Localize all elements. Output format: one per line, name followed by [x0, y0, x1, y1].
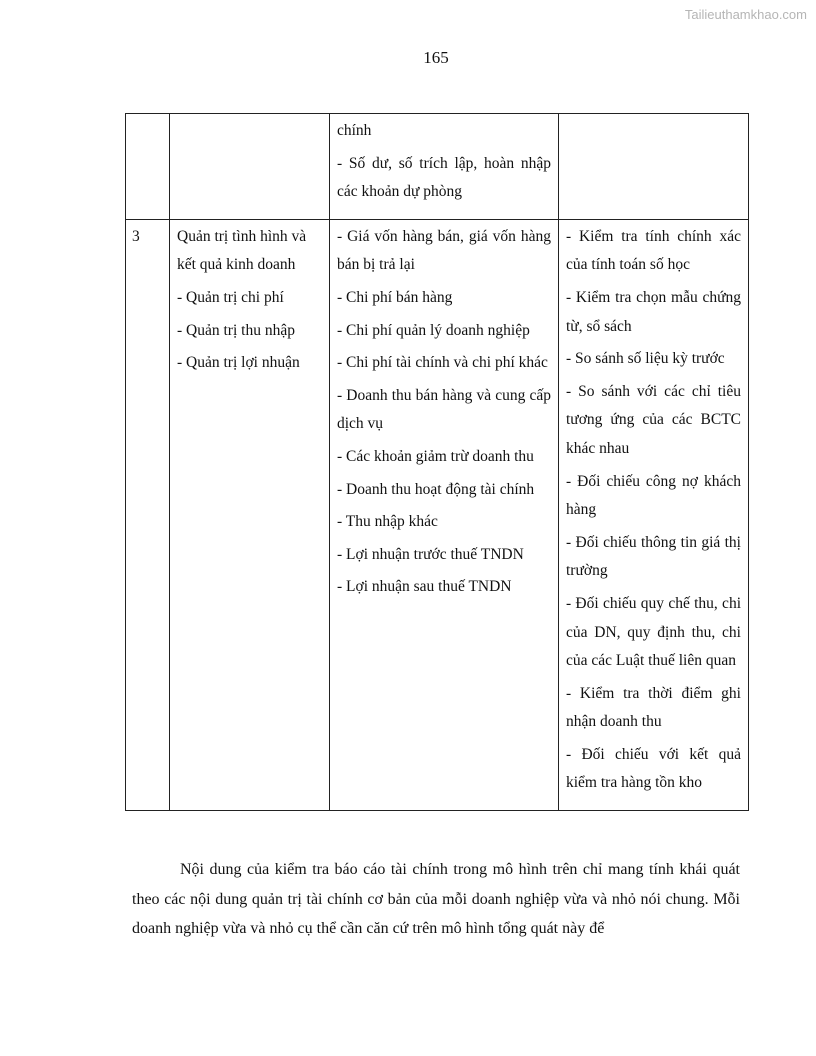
watermark: Tailieuthamkhao.com: [684, 7, 807, 22]
cell-report-items: [330, 219, 559, 810]
cell-report-items: [330, 114, 559, 220]
list-item: - Kiểm tra chọn mẫu chứng từ, sổ sách: [566, 288, 741, 335]
list-item: - Kiểm tra thời điểm ghi nhận doanh thu: [566, 684, 741, 731]
list-item: - Giá vốn hàng bán, giá vốn hàng bán bị trả lại: [337, 227, 551, 274]
list-item: - So sánh với các chỉ tiêu tương ứng của các BCTC khác nhau: [566, 382, 741, 457]
list-item: - So sánh số liệu kỳ trước: [566, 350, 725, 368]
cell-management-area: [170, 219, 330, 810]
list-item: Quản trị tình hình và kết quả kinh doanh: [177, 227, 307, 274]
list-item: - Chi phí tài chính và chi phí khác: [337, 354, 548, 372]
list-item: - Doanh thu hoạt động tài chính: [337, 480, 535, 498]
list-item: - Quản trị chi phí: [177, 288, 284, 306]
list-item: - Đối chiếu quy chế thu, chi của DN, quy định thu, chi của các Luật thuế liên quan: [566, 594, 741, 670]
list-item: - Lợi nhuận trước thuế TNDN: [337, 545, 524, 563]
list-item: - Đối chiếu công nợ khách hàng: [566, 472, 741, 519]
list-item: - Thu nhập khác: [337, 513, 438, 531]
list-item: - Lợi nhuận sau thuế TNDN: [337, 578, 512, 596]
page-number: 165: [423, 48, 449, 67]
list-item: - Quản trị lợi nhuận: [177, 354, 300, 372]
list-item: - Đối chiếu thông tin giá thị trường: [566, 533, 741, 580]
table-row: [126, 219, 749, 810]
list-item: - Chi phí quản lý doanh nghiệp: [337, 321, 530, 339]
list-item: - Kiểm tra tính chính xác của tính toán số học: [566, 227, 741, 274]
cell-management-area: [170, 114, 330, 220]
cell-number: [126, 219, 170, 810]
list-item: chính: [337, 122, 372, 139]
list-item: - Các khoản giảm trừ doanh thu: [337, 447, 534, 465]
list-item: - Đối chiếu với kết quả kiểm tra hàng tồn kho: [566, 745, 741, 792]
list-item: - Số dư, số trích lập, hoàn nhập các khoản dự phòng: [337, 154, 551, 201]
cell-procedures: [559, 114, 749, 220]
cell-procedures: [559, 219, 749, 810]
list-item: - Doanh thu bán hàng và cung cấp dịch vụ: [337, 386, 551, 433]
row-number: 3: [132, 227, 140, 245]
cell-number: [126, 114, 170, 220]
table-row: [126, 114, 749, 220]
content-table: [125, 113, 749, 811]
list-item: - Chi phí bán hàng: [337, 288, 453, 306]
body-paragraph: Nội dung của kiểm tra báo cáo tài chính trong mô hình trên chỉ mang tính khái quát theo các nội dung quản trị tài chính cơ bản của mỗi doanh nghiệp vừa và nhỏ nói chung. Mỗi doanh nghiệp vừa và nhỏ cụ thể cần căn cứ trên mô hình tổng quát này để: [132, 861, 740, 937]
list-item: - Quản trị thu nhập: [177, 321, 295, 339]
